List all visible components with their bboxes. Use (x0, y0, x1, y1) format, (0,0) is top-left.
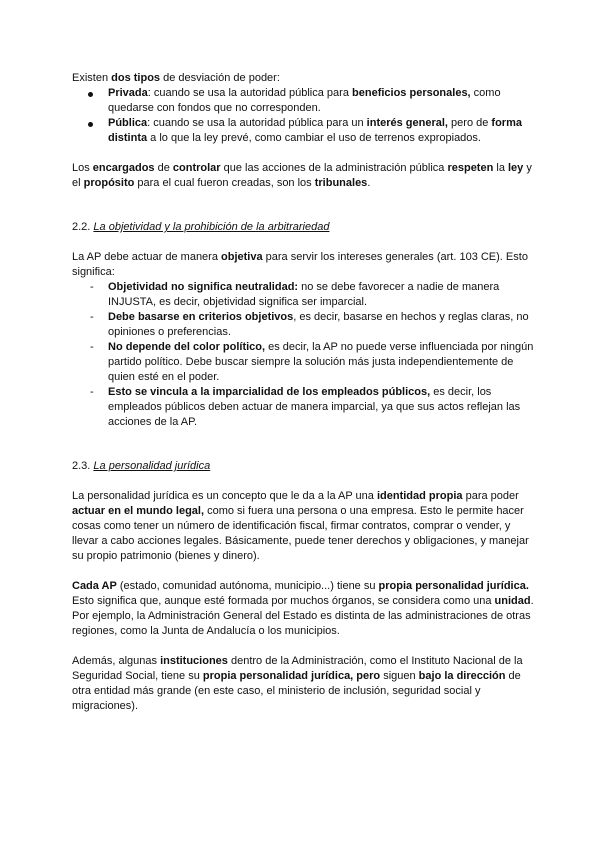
list-item: Privada: cuando se usa la autoridad pública para beneficios personales, como quedarse con fondos que no corresponden. (72, 86, 534, 116)
list-item: - Objetividad no significa neutralidad: no se debe favorecer a nadie de manera INJUSTA, es decir, objetividad significa ser imparcial. (90, 281, 500, 308)
dash-marker: - (90, 341, 94, 353)
section-heading-2-3: 2.3. La personalidad jurídica (72, 460, 211, 472)
objectivity-list (72, 280, 534, 430)
dash-marker: - (90, 386, 94, 398)
section-heading-2-2: 2.2. La objetividad y la prohibición de la arbitrariedad (72, 221, 330, 233)
bullet-icon (88, 92, 93, 97)
each-ap-paragraph: Cada AP (estado, comunidad autónoma, municipio...) tiene su propia personalidad jurídica. Esto significa que, aunque esté formada por muchos órganos, se considera como una unidad. Por ejemplo, la Administración General del Estado es distinta de las administraciones de otras regiones, como la Junta de Andalucía o los municipios. (72, 580, 534, 637)
legal-personality-paragraph: La personalidad jurídica es un concepto que le da a la AP una identidad propia para poder actuar en el mundo legal, como si fuera una persona o una empresa. Esto le permite hacer cosas como tener un número de identificación fiscal, firmar contratos, comprar o vender, y llevar a cabo acciones legales. Básicamente, puede tener derechos y obligaciones, y manejar su propio patrimonio (bienes y dinero). (72, 490, 529, 562)
bullet-icon (88, 122, 93, 127)
deviation-types-list (72, 86, 534, 146)
list-item: - Debe basarse en criterios objetivos, es decir, basarse en hechos y reglas claras, no opiniones o preferencias. (90, 311, 529, 338)
intro-paragraph: Existen dos tipos de desviación de poder: (72, 72, 280, 84)
control-paragraph: Los encargados de controlar que las acciones de la administración pública respeten la ley y el propósito para el cual fueron creadas, son los tribunales. (72, 162, 532, 189)
objectivity-intro: La AP debe actuar de manera objetiva para servir los intereses generales (art. 103 CE). Esto significa: (72, 251, 528, 278)
dash-marker: - (90, 311, 94, 323)
list-item: - No depende del color político, es decir, la AP no puede verse influenciada por ningún partido político. Debe buscar siempre la solución más justa independientemente de quien esté en el poder. (90, 341, 534, 383)
institutions-paragraph: Además, algunas instituciones dentro de la Administración, como el Instituto Nacional de la Seguridad Social, tiene su propia personalidad jurídica, pero siguen bajo la dirección de otra entidad más grande (en este caso, el ministerio de inclusión, seguridad social y migraciones). (72, 655, 523, 712)
dash-marker: - (90, 281, 94, 293)
document-body (72, 71, 534, 714)
list-item: - Esto se vincula a la imparcialidad de los empleados públicos, es decir, los empleados públicos deben actuar de manera imparcial, ya que sus actos reflejan las acciones de la AP. (90, 386, 521, 428)
list-item: Pública: cuando se usa la autoridad pública para un interés general, pero de forma distinta a lo que la ley prevé, como cambiar el uso de terrenos expropiados. (72, 116, 534, 146)
